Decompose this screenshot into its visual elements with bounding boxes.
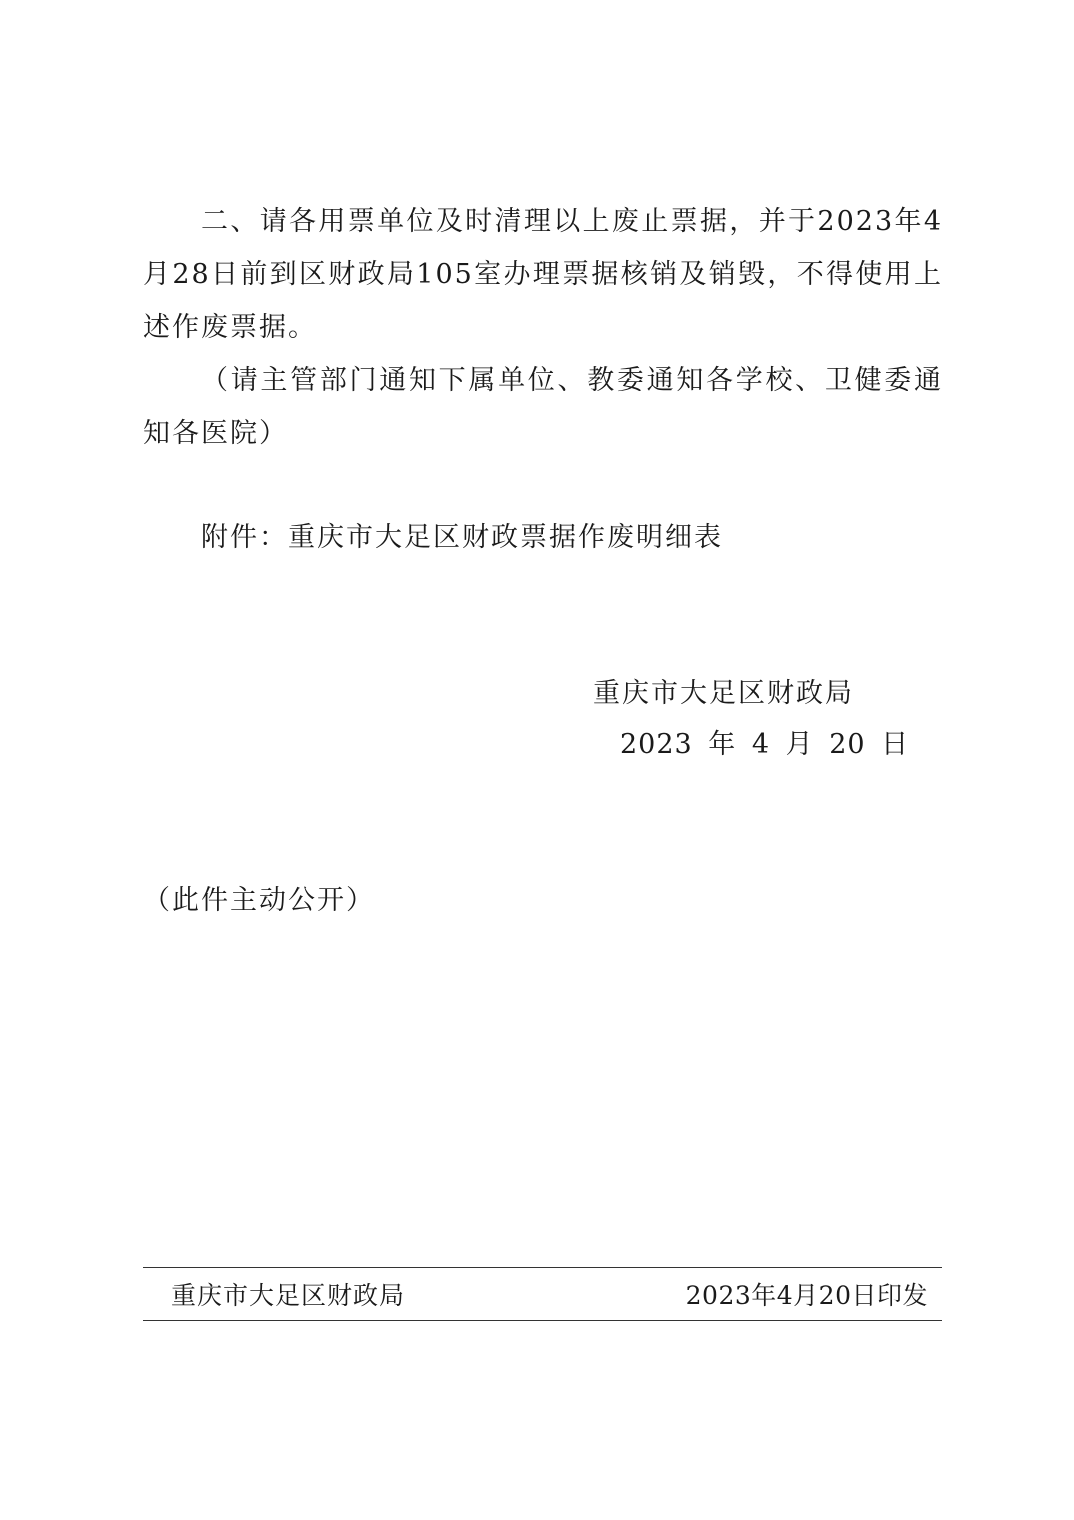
body-paragraph-2: （请主管部门通知下属单位、教委通知各学校、卫健委通知各医院） <box>143 365 943 449</box>
footer-issue-date: 2023年4月20日印发 <box>685 1281 928 1310</box>
body-paragraph-1: 二、请各用票单位及时清理以上废止票据，并于2023年4月28日前到区财政局105室办理票据核销及销毁，不得使用上述作废票据。 <box>143 206 943 343</box>
footer-bottom-rule <box>143 1320 942 1321</box>
footer-organization: 重庆市大足区财政局 <box>171 1281 406 1310</box>
attachment-line: 附件：重庆市大足区财政票据作废明细表 <box>201 522 723 553</box>
signature-organization: 重庆市大足区财政局 <box>593 678 854 709</box>
disclosure-note: （此件主动公开） <box>143 885 375 916</box>
footer-top-rule <box>143 1267 942 1268</box>
signature-date: 2023 年 4 月 20 日 <box>620 729 910 760</box>
